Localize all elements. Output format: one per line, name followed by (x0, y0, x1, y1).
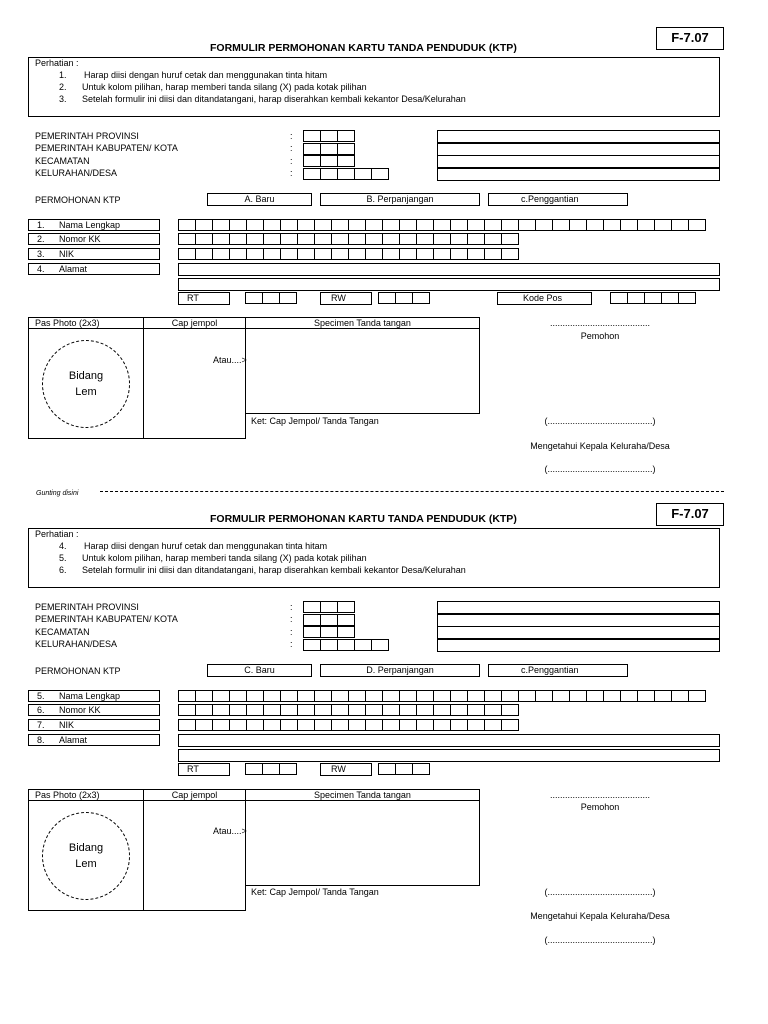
rw-cells[interactable] (378, 763, 429, 775)
signature-header: Specimen Tanda tangan (245, 789, 480, 801)
signature-area[interactable] (245, 800, 480, 886)
field-label: Alamat (59, 264, 88, 274)
thumb-area[interactable] (143, 328, 246, 439)
name-cells[interactable] (178, 690, 705, 702)
village-name-field[interactable] (437, 168, 720, 181)
kk-cells[interactable] (178, 233, 518, 245)
postal-cells[interactable] (610, 292, 695, 304)
region-label-village: KELURAHAN/DESA (35, 639, 118, 649)
glue-line1: Bidang (68, 842, 104, 854)
field-label-address (28, 734, 160, 746)
region-label-province: PEMERINTAH PROVINSI (35, 602, 139, 612)
field-num: 1. (37, 220, 45, 230)
village-code-cells[interactable] (303, 639, 388, 651)
glue-line2: Lem (75, 858, 97, 870)
cut-label: Gunting disini (36, 490, 79, 497)
region-label-regency: PEMERINTAH KABUPATEN/ KOTA (35, 614, 178, 624)
photo-header: Pas Photo (2x3) (28, 789, 144, 801)
nik-cells[interactable] (178, 719, 518, 731)
notice-num: 6. (59, 565, 67, 575)
thumb-header: Cap jempol (143, 789, 246, 801)
field-label: Nama Lengkap (59, 220, 121, 230)
colon: : (290, 168, 293, 178)
photo-area[interactable] (28, 328, 144, 439)
colon: : (290, 602, 293, 612)
field-num: 2. (37, 234, 45, 244)
glue-line2: Lem (75, 386, 97, 398)
notice-text: Setelah formulir ini diisi dan ditandatangani, harap diserahkan kembali kekantor Desa/Kelurahan (82, 94, 466, 104)
field-label-name (28, 219, 160, 231)
postal-label: Kode Pos (497, 292, 592, 305)
notice-text: Harap diisi dengan huruf cetak dan menggunakan tinta hitam (84, 541, 328, 551)
rw-label: RW (320, 763, 372, 776)
notice-box (28, 57, 720, 117)
colon: : (290, 627, 293, 637)
notice-text: Setelah formulir ini diisi dan ditandatangani, harap diserahkan kembali kekantor Desa/Kelurahan (82, 565, 466, 575)
glue-line1: Bidang (68, 370, 104, 382)
choice-new[interactable]: C. Baru (207, 664, 312, 677)
signature-header: Specimen Tanda tangan (245, 317, 480, 329)
choice-replacement[interactable]: c.Penggantian (488, 193, 628, 206)
field-num: 8. (37, 735, 45, 745)
applicant-name-line: (..........................................) (544, 887, 656, 897)
applicant-sign-line: ........................................ (549, 790, 651, 800)
glue-area (42, 340, 130, 428)
province-code-cells[interactable] (303, 601, 354, 613)
address-line-1[interactable] (178, 734, 720, 747)
choice-replacement[interactable]: c.Penggantian (488, 664, 628, 677)
colon: : (290, 143, 293, 153)
region-label-province: PEMERINTAH PROVINSI (35, 131, 139, 141)
field-num: 3. (37, 249, 45, 259)
thumb-header: Cap jempol (143, 317, 246, 329)
notice-heading: Perhatian : (35, 529, 79, 539)
village-head-title: Mengetahui Kepala Keluraha/Desa (530, 911, 670, 921)
notice-num: 3. (59, 94, 67, 104)
form-code: F-7.07 (656, 27, 724, 50)
village-code-cells[interactable] (303, 168, 388, 180)
field-label-nik (28, 719, 160, 731)
note-text: Ket: Cap Jempol/ Tanda Tangan (251, 416, 379, 426)
applicant-name-line: (..........................................) (544, 416, 656, 426)
choice-new[interactable]: A. Baru (207, 193, 312, 206)
colon: : (290, 639, 293, 649)
village-head-name-line: (..........................................) (544, 464, 656, 474)
district-name-field[interactable] (437, 155, 720, 168)
region-label-regency: PEMERINTAH KABUPATEN/ KOTA (35, 143, 178, 153)
applicant-sign-line: ........................................ (549, 318, 651, 328)
field-num: 5. (37, 691, 45, 701)
rw-label: RW (320, 292, 372, 305)
village-head-name-line: (..........................................) (544, 935, 656, 945)
notice-heading: Perhatian : (35, 58, 79, 68)
region-label-village: KELURAHAN/DESA (35, 168, 118, 178)
signature-area[interactable] (245, 328, 480, 414)
field-label: NIK (59, 249, 75, 259)
field-label: Nomor KK (59, 705, 101, 715)
notice-num: 5. (59, 553, 67, 563)
or-label: Atau....> (213, 355, 247, 365)
or-label: Atau....> (213, 826, 247, 836)
colon: : (290, 614, 293, 624)
form-title: FORMULIR PERMOHONAN KARTU TANDA PENDUDUK (KTP) (210, 513, 517, 525)
field-label-nik (28, 248, 160, 260)
colon: : (290, 156, 293, 166)
regency-code-cells[interactable] (303, 143, 354, 155)
notice-num: 1. (59, 70, 67, 80)
district-code-cells[interactable] (303, 155, 354, 167)
province-name-field[interactable] (437, 130, 720, 143)
photo-header: Pas Photo (2x3) (28, 317, 144, 329)
rt-label: RT (178, 763, 230, 776)
field-label: Nomor KK (59, 234, 101, 244)
field-label: Alamat (59, 735, 88, 745)
notice-text: Untuk kolom pilihan, harap memberi tanda silang (X) pada kotak pilihan (82, 82, 367, 92)
field-num: 7. (37, 720, 45, 730)
choice-extension[interactable]: D. Perpanjangan (320, 664, 480, 677)
kk-cells[interactable] (178, 704, 518, 716)
applicant-label: Pemohon (580, 331, 620, 341)
name-cells[interactable] (178, 219, 705, 231)
region-label-district: KECAMATAN (35, 156, 90, 166)
address-line-1[interactable] (178, 263, 720, 276)
province-name-field[interactable] (437, 601, 720, 614)
cut-line (100, 491, 724, 492)
glue-area (42, 812, 130, 900)
choice-extension[interactable]: B. Perpanjangan (320, 193, 480, 206)
field-label-kk (28, 233, 160, 245)
field-label: Nama Lengkap (59, 691, 121, 701)
notice-text: Untuk kolom pilihan, harap memberi tanda silang (X) pada kotak pilihan (82, 553, 367, 563)
rt-cells[interactable] (245, 292, 296, 304)
request-label: PERMOHONAN KTP (35, 195, 121, 205)
rw-cells[interactable] (378, 292, 429, 304)
address-line-2[interactable] (178, 278, 720, 291)
field-label-name (28, 690, 160, 702)
regency-code-cells[interactable] (303, 614, 354, 626)
field-label-address (28, 263, 160, 275)
field-num: 6. (37, 705, 45, 715)
notice-num: 4. (59, 541, 67, 551)
village-head-title: Mengetahui Kepala Keluraha/Desa (530, 441, 670, 451)
notice-num: 2. (59, 82, 67, 92)
colon: : (290, 131, 293, 141)
field-label: NIK (59, 720, 75, 730)
thumb-area[interactable] (143, 800, 246, 911)
request-label: PERMOHONAN KTP (35, 666, 121, 676)
province-code-cells[interactable] (303, 130, 354, 142)
field-label-kk (28, 704, 160, 716)
notice-box (28, 528, 720, 588)
village-name-field[interactable] (437, 639, 720, 652)
rt-cells[interactable] (245, 763, 296, 775)
applicant-label: Pemohon (580, 802, 620, 812)
rt-label: RT (178, 292, 230, 305)
field-num: 4. (37, 264, 45, 274)
district-code-cells[interactable] (303, 626, 354, 638)
form-title: FORMULIR PERMOHONAN KARTU TANDA PENDUDUK (KTP) (210, 42, 517, 54)
photo-area[interactable] (28, 800, 144, 911)
district-name-field[interactable] (437, 626, 720, 639)
form-code: F-7.07 (656, 503, 724, 526)
notice-text: Harap diisi dengan huruf cetak dan menggunakan tinta hitam (84, 70, 328, 80)
note-text: Ket: Cap Jempol/ Tanda Tangan (251, 887, 379, 897)
address-line-2[interactable] (178, 749, 720, 762)
nik-cells[interactable] (178, 248, 518, 260)
region-label-district: KECAMATAN (35, 627, 90, 637)
